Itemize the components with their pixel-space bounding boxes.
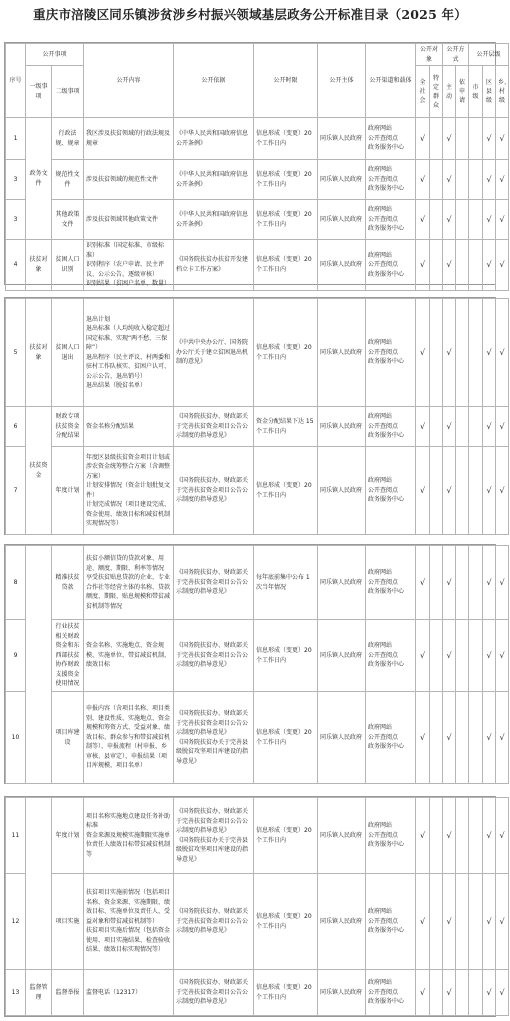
col-level: 公开层级 <box>469 44 509 66</box>
row-subject: 同乐镇人民政府 <box>318 692 366 784</box>
check-method-active: √ <box>443 798 456 874</box>
row-basis: 《国务院扶贫办、财政部关于完善扶贫资金项目公告公示制度的指导意见》 <box>174 546 254 620</box>
row-basis: 《中华人民共和国政府信息公开条例》 <box>174 118 254 160</box>
col-affair: 公开事项 <box>26 44 84 66</box>
row-seq: 12 <box>6 874 26 970</box>
check-level-district: √ <box>483 546 496 620</box>
row-limit: 信息形成（变更）20 个工作日内 <box>254 447 318 535</box>
check-level-city <box>469 160 483 200</box>
check-method-active: √ <box>443 447 456 535</box>
check-method-apply <box>456 970 469 1016</box>
check-level-city <box>469 118 483 160</box>
row-subject: 同乐镇人民政府 <box>318 798 366 874</box>
check-method-apply <box>456 447 469 535</box>
check-target-all: √ <box>416 118 430 160</box>
text-line: 政务服务中心 <box>368 225 405 233</box>
col-target-all: 全社会 <box>416 66 430 118</box>
text-line: 识别程序（农户申请、民主评议、公示公告、逐级审核） <box>86 261 165 278</box>
col-lvl1: 一级事项 <box>26 66 52 118</box>
text-line: 政务服务中心 <box>368 432 405 440</box>
check-method-active: √ <box>443 299 456 407</box>
row-lvl2: 行业扶贫相关财政资金和东西部扶贫协作财政支援资金使用情况 <box>52 620 84 692</box>
check-level-town: √ <box>496 970 509 1016</box>
check-level-district: √ <box>483 299 496 407</box>
check-method-apply <box>456 118 469 160</box>
row-channel <box>366 299 416 407</box>
row-limit: 信息形成（变更）20 个工作日内 <box>254 874 318 970</box>
row-limit: 资金分配结果下达 15 个工作日内 <box>254 407 318 447</box>
check-method-apply <box>456 546 469 620</box>
text-line: 公开查阅点 <box>368 175 399 183</box>
check-level-city <box>469 240 483 291</box>
check-level-city <box>469 692 483 784</box>
col-target-specific: 特定群众 <box>430 66 443 118</box>
text-line: 公开查阅点 <box>368 578 399 586</box>
row-lvl2: 财政专项扶贫资金分配结果 <box>52 407 84 447</box>
text-line: 计划完成情况（项目建设完成、资金使用、绩效目标和减贫机制实现情况等） <box>86 501 171 527</box>
check-level-district: √ <box>483 447 496 535</box>
row-lvl1 <box>26 546 52 784</box>
col-level-town: 乡、村级 <box>496 66 509 118</box>
check-level-district: √ <box>483 874 496 970</box>
row-channel <box>366 447 416 535</box>
table-row <box>6 407 509 447</box>
row-lvl2: 贫困人口退出 <box>52 299 84 407</box>
text-line: 公开查阅点 <box>368 831 399 839</box>
check-method-apply <box>456 874 469 970</box>
text-line: 享受扶贫贴息贷款的企业、专业合作社等经营主体的名称、贷款额度、期限、贴息规模和带贫减贫机制等情况 <box>86 574 171 610</box>
row-lvl2: 精准扶贫贷款 <box>52 546 84 620</box>
row-subject: 同乐镇人民政府 <box>318 160 366 200</box>
check-method-apply <box>456 299 469 407</box>
check-level-district: √ <box>483 970 496 1016</box>
row-content <box>84 447 174 535</box>
check-level-town: √ <box>496 692 509 784</box>
col-level-city: 市级 <box>469 66 483 118</box>
row-seq: 1 <box>6 118 26 160</box>
check-target-specific <box>430 160 443 200</box>
check-target-specific <box>430 798 443 874</box>
row-limit: 信息形成（变更）20 个工作日内 <box>254 970 318 1016</box>
text-line: 扶贫项目实施前情况（包括项目名称、资金来源、实施期限、绩效目标、实施单位及责任人、受益对象和带贫减贫机制等） <box>86 889 171 925</box>
text-line: 政务服务中心 <box>368 998 405 1006</box>
row-limit: 信息形成（变更）20 个工作日内 <box>254 160 318 200</box>
text-line: 政务服务中心 <box>368 185 405 193</box>
text-line: 政府网站 <box>368 569 393 577</box>
row-subject: 同乐镇人民政府 <box>318 874 366 970</box>
catalog-panel-3 <box>4 544 505 784</box>
check-method-active: √ <box>443 200 456 240</box>
check-method-active: √ <box>443 970 456 1016</box>
text-line: 政务服务中心 <box>368 496 405 504</box>
text-line: 退出计划 <box>86 315 111 323</box>
row-channel <box>366 200 416 240</box>
row-lvl2: 监督举报 <box>52 970 84 1016</box>
check-method-active: √ <box>443 874 456 970</box>
row-lvl1 <box>26 798 52 970</box>
text-line: 政府网站 <box>368 979 393 987</box>
check-level-city <box>469 299 483 407</box>
text-line: 政府网站 <box>368 642 393 650</box>
check-level-city <box>469 970 483 1016</box>
check-level-town: √ <box>496 240 509 291</box>
check-target-all: √ <box>416 447 430 535</box>
text-line: 公开查阅点 <box>368 651 399 659</box>
row-lvl2: 年度计划 <box>52 447 84 535</box>
check-target-all: √ <box>416 299 430 407</box>
check-level-town: √ <box>496 798 509 874</box>
row-subject: 同乐镇人民政府 <box>318 620 366 692</box>
row-channel <box>366 970 416 1016</box>
text-line: 退出程序（民主评议、村两委和驻村工作队核实、贫困户认可、公示公告、退出销号） <box>86 353 171 380</box>
row-seq: 3 <box>6 200 26 240</box>
check-level-city <box>469 874 483 970</box>
row-basis: 《国务院扶贫办、财政部关于完善扶贫资金项目公告公示制度的指导意见》 <box>174 970 254 1016</box>
row-content: 监督电话（12317） <box>84 970 174 1016</box>
row-lvl2: 项目库建设 <box>52 692 84 784</box>
text-line: 政务服务中心 <box>368 588 405 596</box>
col-target: 公开对象 <box>416 44 443 66</box>
check-method-apply <box>456 798 469 874</box>
row-limit: 信息形成（变更）20 个工作日内 <box>254 692 318 784</box>
table-row <box>6 299 509 407</box>
row-subject: 同乐镇人民政府 <box>318 407 366 447</box>
row-lvl2: 年度计划 <box>52 798 84 874</box>
row-channel <box>366 407 416 447</box>
check-level-town: √ <box>496 118 509 160</box>
table-row <box>6 692 509 784</box>
text-line: 退出结果（脱贫名单） <box>86 382 147 389</box>
table-row <box>6 874 509 970</box>
text-line: 政务服务中心 <box>368 743 405 751</box>
col-seq: 序号 <box>6 44 26 118</box>
row-lvl2: 规范性文件 <box>52 160 84 200</box>
col-level-district: 区县级 <box>483 66 496 118</box>
check-target-specific <box>430 118 443 160</box>
check-level-city <box>469 407 483 447</box>
text-line: 政府网站 <box>368 724 393 732</box>
table-row <box>6 970 509 1016</box>
text-line: 政务服务中心 <box>368 841 405 849</box>
row-basis: 《中共中央办公厅、国务院办公厅关于建立贫困退出机制的意见》 <box>174 299 254 407</box>
check-target-all: √ <box>416 240 430 291</box>
row-content <box>84 546 174 620</box>
check-method-active: √ <box>443 240 456 291</box>
check-target-specific <box>430 407 443 447</box>
check-target-specific <box>430 620 443 692</box>
text-line: 政府网站 <box>368 477 393 485</box>
check-method-active: √ <box>443 620 456 692</box>
text-line: 《国务院扶贫办关于完善县级脱贫攻坚项目库建设的指导意见》 <box>176 738 249 765</box>
check-target-all: √ <box>416 692 430 784</box>
row-limit: 信息形成（变更）20 个工作日内 <box>254 620 318 692</box>
table-row <box>6 620 509 692</box>
check-level-town: √ <box>496 200 509 240</box>
row-channel <box>366 118 416 160</box>
check-target-specific <box>430 299 443 407</box>
row-limit: 每年底前集中公布 1 次当年情况 <box>254 546 318 620</box>
check-level-district: √ <box>483 200 496 240</box>
check-level-town: √ <box>496 447 509 535</box>
check-target-specific <box>430 447 443 535</box>
row-lvl2: 行政法规、规章 <box>52 118 84 160</box>
row-channel <box>366 546 416 620</box>
row-seq: 7 <box>6 447 26 535</box>
text-line: 政府网站 <box>368 125 393 133</box>
text-line: 政府网站 <box>368 206 393 214</box>
check-level-district: √ <box>483 692 496 784</box>
check-method-apply <box>456 620 469 692</box>
check-level-city <box>469 798 483 874</box>
catalog-table-1 <box>5 43 509 291</box>
row-seq: 6 <box>6 407 26 447</box>
row-content <box>84 240 174 291</box>
row-lvl1: 政务文件 <box>26 118 52 240</box>
text-line: 政务服务中心 <box>368 927 405 935</box>
table-row <box>6 118 509 160</box>
row-basis: 《中华人民共和国政府信息公开条例》 <box>174 200 254 240</box>
check-method-apply <box>456 200 469 240</box>
check-level-town: √ <box>496 874 509 970</box>
check-level-district: √ <box>483 620 496 692</box>
check-target-all: √ <box>416 620 430 692</box>
text-line: 政务服务中心 <box>368 358 405 366</box>
row-lvl2: 贫困人口识别 <box>52 240 84 291</box>
text-line: 公开查阅点 <box>368 261 399 268</box>
row-basis: 《国务院扶贫办、财政部关于完善扶贫资金项目公告公示制度的指导意见》 <box>174 407 254 447</box>
row-basis: 《国务院扶贫办扶贫开发建档立卡工作方案》 <box>174 240 254 291</box>
row-content: 申报内容（含项目名称、项目类别、建设性质、实施地点、资金规模和筹资方式、受益对象、绩效目标、群众参与和带贫减贫机制等）、申报流程（村申报、乡审核、县审定）、申报结果（项目库规模、项目名单） <box>84 692 174 784</box>
row-seq: 8 <box>6 546 26 620</box>
table-row <box>6 160 509 200</box>
row-channel <box>366 798 416 874</box>
text-line: 政务服务中心 <box>368 144 405 152</box>
check-target-all: √ <box>416 798 430 874</box>
row-lvl2: 其他政策文件 <box>52 200 84 240</box>
row-content: 涉及扶贫领域其他政策文件 <box>84 200 174 240</box>
row-subject: 同乐镇人民政府 <box>318 970 366 1016</box>
check-level-city <box>469 620 483 692</box>
check-target-specific <box>430 200 443 240</box>
row-basis <box>174 798 254 874</box>
catalog-panel-2 <box>4 297 505 535</box>
row-basis: 《国务院扶贫办、财政部关于完善扶贫资金项目公告公示制度的指导意见》 <box>174 447 254 535</box>
check-target-all: √ <box>416 874 430 970</box>
text-line: 政府网站 <box>368 339 393 347</box>
text-line: 政府网站 <box>368 166 393 174</box>
row-channel <box>366 240 416 291</box>
row-content <box>84 299 174 407</box>
text-line: 项目名称实施地点建设任务补助标准 <box>86 812 171 830</box>
check-level-district: √ <box>483 160 496 200</box>
text-line: 扶贫项目实施后情况（包括资金使用、项目实施结果、检查验收结果、绩效目标实现情况等） <box>86 927 171 954</box>
row-seq: 11 <box>6 798 26 874</box>
text-line: 公开查阅点 <box>368 733 399 741</box>
text-line: 公开查阅点 <box>368 422 399 430</box>
row-seq: 3 <box>6 160 26 200</box>
row-channel <box>366 692 416 784</box>
text-line: 政府网站 <box>368 908 393 916</box>
text-line: 政务服务中心 <box>368 270 405 278</box>
check-level-town: √ <box>496 546 509 620</box>
row-channel <box>366 160 416 200</box>
check-method-active: √ <box>443 407 456 447</box>
catalog-panel-4 <box>4 796 505 1017</box>
row-content: 资金名称分配结果 <box>84 407 174 447</box>
row-channel <box>366 874 416 970</box>
col-limit: 公开时限 <box>254 44 318 118</box>
row-lvl1: 扶贫资金 <box>26 407 52 535</box>
table-row <box>6 447 509 535</box>
text-line: 公开查阅点 <box>368 917 399 925</box>
row-limit: 信息形成（变更）20 个工作日内 <box>254 200 318 240</box>
text-line: 公开查阅点 <box>368 215 399 223</box>
check-target-all: √ <box>416 160 430 200</box>
check-target-all: √ <box>416 407 430 447</box>
row-basis: 《国务院扶贫办、财政部关于完善扶贫资金项目公告公示制度的指导意见》 <box>174 620 254 692</box>
check-target-specific <box>430 692 443 784</box>
check-level-town: √ <box>496 160 509 200</box>
check-target-specific <box>430 874 443 970</box>
col-lvl2: 二级事项 <box>52 66 84 118</box>
row-limit: 信息形成（变更）20 个工作日内 <box>254 240 318 291</box>
table-row <box>6 546 509 620</box>
col-method-apply: 依申请 <box>456 66 469 118</box>
row-subject: 同乐镇人民政府 <box>318 546 366 620</box>
text-line: 《国务院扶贫办、财政部关于完善扶贫资金项目公告公示制度的指导意见》 <box>176 710 249 736</box>
row-content: 资金名称、实施地点、资金规模、实施单位、带贫减贫机制、绩效目标 <box>84 620 174 692</box>
col-subject: 公开主体 <box>318 44 366 118</box>
text-line: 公开查阅点 <box>368 134 399 142</box>
row-subject: 同乐镇人民政府 <box>318 200 366 240</box>
row-lvl1: 扶贫对象 <box>26 240 52 291</box>
check-level-district: √ <box>483 240 496 291</box>
catalog-table-2 <box>5 298 509 535</box>
check-target-specific <box>430 546 443 620</box>
catalog-table-4 <box>5 797 509 1016</box>
check-target-all: √ <box>416 200 430 240</box>
row-lvl1: 扶贫对象 <box>26 299 52 407</box>
row-limit: 信息形成（变更）20 个工作日内 <box>254 798 318 874</box>
check-method-active: √ <box>443 546 456 620</box>
check-level-city <box>469 546 483 620</box>
text-line: 政务服务中心 <box>368 661 405 669</box>
check-method-apply <box>456 692 469 784</box>
row-limit: 信息形成（变更）20 个工作日内 <box>254 118 318 160</box>
text-line: 扶贫小额信贷的贷款对象、用途、额度、期限、利率等情况 <box>86 555 165 572</box>
row-seq: 10 <box>6 692 26 784</box>
col-basis: 公开依据 <box>174 44 254 118</box>
catalog-table-3 <box>5 545 509 784</box>
row-seq: 13 <box>6 970 26 1016</box>
row-subject: 同乐镇人民政府 <box>318 299 366 407</box>
check-level-city <box>469 200 483 240</box>
row-seq: 5 <box>6 299 26 407</box>
check-level-town: √ <box>496 407 509 447</box>
row-channel <box>366 620 416 692</box>
check-method-active: √ <box>443 118 456 160</box>
col-method: 公开方式 <box>443 44 469 66</box>
check-method-apply <box>456 240 469 291</box>
row-lvl1: 监督管理 <box>26 970 52 1016</box>
text-line: 公开查阅点 <box>368 988 399 996</box>
row-subject: 同乐镇人民政府 <box>318 240 366 291</box>
row-basis: 《国务院扶贫办、财政部关于完善扶贫资金项目公告公示制度的指导意见》 <box>174 874 254 970</box>
check-level-town: √ <box>496 620 509 692</box>
check-level-town: √ <box>496 299 509 407</box>
text-line: 计划安排情况（资金计划批复文件） <box>86 482 171 499</box>
text-line: 公开查阅点 <box>368 348 399 356</box>
row-content: 我区涉及扶贫领域的行政法规及规章 <box>84 118 174 160</box>
check-level-district: √ <box>483 118 496 160</box>
check-level-district: √ <box>483 798 496 874</box>
check-method-apply <box>456 160 469 200</box>
check-target-specific <box>430 970 443 1016</box>
text-line: 识别标准（国定标准、市级标准） <box>86 242 165 259</box>
check-level-district: √ <box>483 407 496 447</box>
catalog-panel-1 <box>4 42 510 287</box>
page-title: 重庆市涪陵区同乐镇涉贫涉乡村振兴领域基层政务公开标准目录（2025 年） <box>33 7 467 22</box>
check-method-active: √ <box>443 160 456 200</box>
row-content <box>84 798 174 874</box>
col-method-active: 主动 <box>443 66 456 118</box>
row-lvl2: 项目实施 <box>52 874 84 970</box>
table-row <box>6 240 509 291</box>
check-target-specific <box>430 240 443 291</box>
check-method-active: √ <box>443 692 456 784</box>
row-content <box>84 874 174 970</box>
text-line: 年度区县级扶贫资金项目计划或涉农资金统筹整合方案（含调整方案） <box>86 453 171 480</box>
text-line: 退出标准（人均纯收入稳定超过国定标准、实现“两不愁、三保障”） <box>86 325 171 351</box>
row-basis: 《中华人民共和国政府信息公开条例》 <box>174 160 254 200</box>
text-line: 资金来源及规模实施期限实施单位责任人绩效目标带贫减贫机制等 <box>86 831 171 858</box>
col-content: 公开内容 <box>84 44 174 118</box>
text-line: 公开查阅点 <box>368 486 399 494</box>
row-basis <box>174 692 254 784</box>
table-row <box>6 200 509 240</box>
row-seq: 4 <box>6 240 26 291</box>
text-line: 政府网站 <box>368 251 393 259</box>
check-target-all: √ <box>416 546 430 620</box>
text-line: 识别结果（贫困户名单、数量） <box>86 280 171 287</box>
check-level-city <box>469 447 483 535</box>
row-limit: 信息形成（变更）20 个工作日内 <box>254 299 318 407</box>
text-line: 政府网站 <box>368 413 393 421</box>
row-subject: 同乐镇人民政府 <box>318 447 366 535</box>
col-channel: 公开渠道和载体 <box>366 44 416 118</box>
text-line: 《国务院扶贫办、财政部关于完善扶贫资金项目公告公示制度的指导意见》 <box>176 808 249 834</box>
table-row <box>6 798 509 874</box>
text-line: 政府网站 <box>368 822 393 830</box>
row-seq: 9 <box>6 620 26 692</box>
row-content: 涉及扶贫领域的规范性文件 <box>84 160 174 200</box>
text-line: 《国务院扶贫办关于完善县级脱贫攻坚项目库建设的指导意见》 <box>176 836 249 863</box>
row-subject: 同乐镇人民政府 <box>318 118 366 160</box>
check-method-apply <box>456 407 469 447</box>
check-target-all: √ <box>416 970 430 1016</box>
